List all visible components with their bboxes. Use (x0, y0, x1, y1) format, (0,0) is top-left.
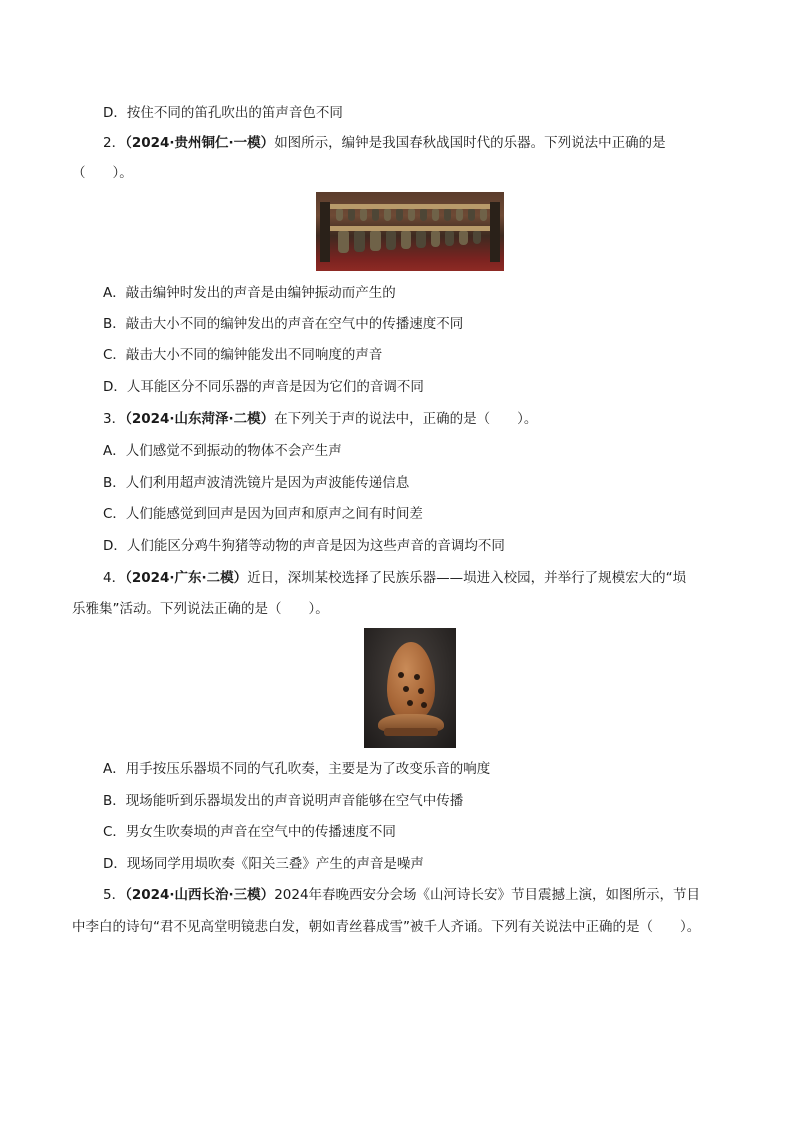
q4-option-b: B．现场能听到乐器埙发出的声音说明声音能够在空气中传播 (103, 793, 464, 809)
small-bell (432, 209, 439, 221)
q3-stem: 在下列关于声的说法中，正确的是（ ）。 (274, 411, 538, 427)
q2-option-a: A．敲击编钟时发出的声音是由编钟振动而产生的 (103, 285, 396, 301)
q4-source: （2024·广东·二模） (125, 570, 248, 586)
finger-hole (418, 688, 424, 694)
q2-option-c: C．敲击大小不同的编钟能发出不同响度的声音 (103, 347, 383, 363)
rack-post-right (490, 202, 500, 262)
q3-option-b: B．人们利用超声波清洗镜片是因为声波能传递信息 (103, 475, 410, 491)
q1-option-d: D．按住不同的笛孔吹出的笛声音色不同 (103, 105, 343, 121)
small-bell (408, 209, 415, 221)
large-bell (370, 231, 381, 251)
q4-option-c: C．男女生吹奏埙的声音在空气中的传播速度不同 (103, 824, 396, 840)
xun-stand-foot (384, 728, 438, 736)
q3-source: （2024·山东菏泽·二模） (125, 411, 275, 427)
q4-option-d: D．现场同学用埙吹奏《阳关三叠》产生的声音是噪声 (103, 856, 424, 872)
small-bell (420, 209, 427, 221)
small-bell (468, 209, 475, 221)
q4-stem-continuation: 乐雅集”活动。下列说法正确的是（ ）。 (72, 601, 329, 617)
q4-stem: 近日，深圳某校选择了民族乐器——埙进入校园，并举行了规模宏大的“埙 (247, 570, 687, 586)
finger-hole (407, 700, 413, 706)
small-bell (480, 209, 487, 221)
q5-stem: 2024年春晚西安分会场《山河诗长安》节目震撼上演，如图所示，节目 (274, 887, 701, 903)
q5-stem-line (103, 886, 700, 904)
small-bell (348, 209, 355, 221)
q3-stem-line (103, 410, 537, 428)
bell-rack-lower-beam (324, 226, 496, 231)
small-bell (384, 209, 391, 221)
q3-option-d: D．人们能区分鸡牛狗猪等动物的声音是因为这些声音的音调均不同 (103, 538, 505, 554)
q2-stem-line (103, 134, 666, 152)
large-bell (354, 231, 365, 252)
q2-number: 2． (103, 135, 126, 151)
q2-option-d: D．人耳能区分不同乐器的声音是因为它们的音调不同 (103, 379, 424, 395)
finger-hole (414, 674, 420, 680)
q4-number: 4． (103, 570, 126, 586)
q3-option-c: C．人们能感觉到回声是因为回声和原声之间有时间差 (103, 506, 423, 522)
chime-bells-photo (316, 192, 504, 271)
finger-hole (398, 672, 404, 678)
large-bell (445, 231, 454, 246)
q2-option-b: B．敲击大小不同的编钟发出的声音在空气中的传播速度不同 (103, 316, 464, 332)
q4-stem-line (103, 569, 686, 587)
q2-stem-continuation: （ ）。 (72, 165, 133, 181)
small-bell (372, 209, 379, 221)
q3-number: 3． (103, 411, 126, 427)
small-bell (360, 209, 367, 221)
q5-number: 5． (103, 887, 126, 903)
q2-source: （2024·贵州铜仁·一模） (125, 135, 275, 151)
large-bell (338, 231, 349, 253)
rack-post-left (320, 202, 330, 262)
q2-stem: 如图所示，编钟是我国春秋战国时代的乐器。下列说法中正确的是 (274, 135, 666, 151)
large-bell (401, 231, 411, 249)
xun-body (387, 642, 435, 720)
q5-stem-continuation: 中李白的诗句“君不见高堂明镜悲白发，朝如青丝暮成雪”被千人齐诵。下列有关说法中正确的是（ ）。 (72, 919, 701, 935)
small-bell (444, 209, 451, 221)
large-bell (416, 231, 426, 248)
finger-hole (403, 686, 409, 692)
large-bell (431, 231, 440, 247)
large-bell (386, 231, 396, 250)
small-bell (396, 209, 403, 221)
xun-ocarina-photo (364, 628, 456, 748)
q4-option-a: A．用手按压乐器埙不同的气孔吹奏，主要是为了改变乐音的响度 (103, 761, 491, 777)
finger-hole (421, 702, 427, 708)
small-bell (336, 209, 343, 221)
large-bell (473, 231, 481, 244)
q3-option-a: A．人们感觉不到振动的物体不会产生声 (103, 443, 342, 459)
small-bell (456, 209, 463, 221)
q5-source: （2024·山西长治·三模） (125, 887, 275, 903)
large-bell (459, 231, 468, 245)
